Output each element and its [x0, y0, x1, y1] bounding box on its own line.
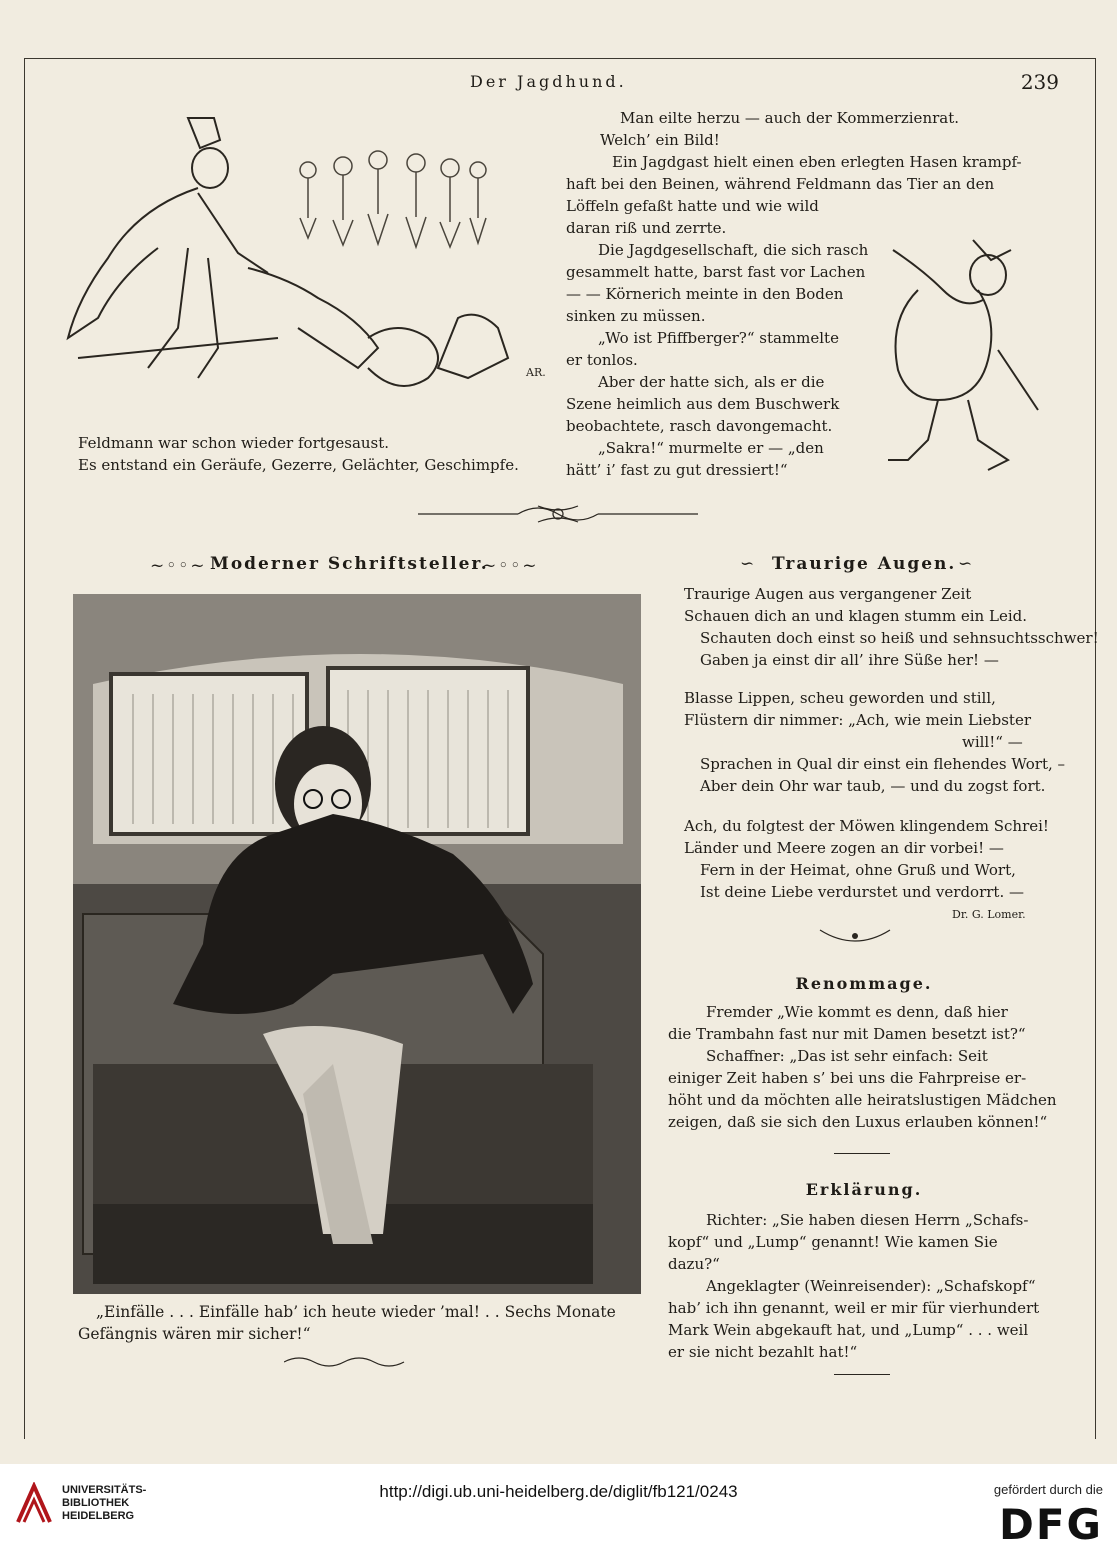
hunting-illustration: [38, 108, 568, 428]
running-title: Der Jagdhund.: [470, 72, 627, 91]
poem-ornament: [818, 924, 892, 948]
schriftsteller-heading: Moderner Schriftsteller.: [210, 554, 489, 574]
hunt-text-13: Aber der hatte sich, als er die: [598, 373, 825, 391]
section-rule-2: [834, 1374, 890, 1375]
poem-s3-l3: Fern in der Heimat, ohne Gruß und Wort,: [700, 861, 1016, 879]
hunt-text-11: „Wo ist Pfiffberger?“ stammelte: [598, 329, 839, 347]
renommage-l6: zeigen, daß sie sich den Luxus erlauben können!“: [668, 1113, 1048, 1131]
poem-s1-l4: Gaben ja einst dir all’ ihre Süße her! —: [700, 651, 999, 669]
permalink-url[interactable]: http://digi.ub.uni-heidelberg.de/diglit/fb121/0243: [379, 1482, 738, 1501]
caption-ornament: [284, 1354, 414, 1370]
poem-s1-l1: Traurige Augen aus vergangener Zeit: [684, 585, 972, 603]
hunt-text-16: „Sakra!“ murmelte er — „den: [598, 439, 824, 457]
digital-library-footer: [0, 1464, 1117, 1552]
renommage-l2: die Trambahn fast nur mit Damen besetzt ist?“: [668, 1025, 1026, 1043]
dfg-logo: DFG: [998, 1500, 1103, 1549]
hunt-text-12: er tonlos.: [566, 351, 638, 369]
hunt-text-17: hätt’ i’ fast zu gut dressiert!“: [566, 461, 788, 479]
poem-s2-l2: Flüstern dir nimmer: „Ach, wie mein Liebster: [684, 711, 1031, 729]
hunt-text-1: Man eilte herzu — auch der Kommerzienrat.: [620, 109, 960, 127]
hunter-illustration: [878, 230, 1048, 480]
erklaerung-l1: Richter: „Sie haben diesen Herrn „Schafs-: [706, 1211, 1029, 1229]
erklaerung-l6: Mark Wein abgekauft hat, und „Lump“ . . . weil: [668, 1321, 1029, 1339]
ornament-divider: [418, 500, 698, 528]
hunt-text-8: gesammelt hatte, barst fast vor Lachen: [566, 263, 866, 281]
library-line-2: BIBLIOTHEK: [62, 1497, 130, 1509]
hunt-text-15: beobachtete, rasch davongemacht.: [566, 417, 833, 435]
poem-s2-l1: Blasse Lippen, scheu geworden und still,: [684, 689, 996, 707]
erklaerung-l7: er sie nicht bezahlt hat!“: [668, 1343, 858, 1361]
poem-s3-l1: Ach, du folgtest der Möwen klingendem Schrei!: [684, 817, 1049, 835]
writer-illustration: [73, 594, 641, 1294]
poem-author: Dr. G. Lomer.: [952, 908, 1026, 921]
traurige-heading: Traurige Augen.: [772, 554, 957, 574]
renommage-heading: Renommage.: [795, 974, 933, 993]
erklaerung-l3: dazu?“: [668, 1255, 720, 1273]
ornament-left-icon: ~◦◦~: [150, 556, 207, 576]
poem-s2-l5: Aber dein Ohr war taub, — und du zogst fort.: [700, 777, 1046, 795]
section-rule-1: [834, 1153, 890, 1154]
hunt-caption-1: Feldmann war schon wieder fortgesaust.: [78, 434, 390, 452]
erklaerung-l2: kopf“ und „Lump“ genannt! Wie kamen Sie: [668, 1233, 998, 1251]
ornament-right-icon: ~◦◦~: [482, 556, 539, 576]
library-line-3: HEIDELBERG: [62, 1510, 135, 1522]
poem-s2-l3: will!“ —: [962, 733, 1023, 751]
sponsor-label: gefördert durch die: [993, 1482, 1103, 1497]
library-line-1: UNIVERSITÄTS-: [62, 1484, 147, 1496]
page-number: 239: [1020, 70, 1059, 94]
renommage-l5: höht und da möchten alle heiratslustigen Mädchen: [668, 1091, 1057, 1109]
poem-s1-l3: Schauten doch einst so heiß und sehnsuchtsschwer!: [700, 629, 1099, 647]
hunt-text-5: Löffeln gefaßt hatte und wie wild: [566, 197, 819, 215]
hunt-caption-2: Es entstand ein Geräufe, Gezerre, Gelächter, Geschimpfe.: [78, 456, 519, 474]
hunt-text-9: — — Körnerich meinte in den Boden: [566, 285, 844, 303]
hunt-text-7: Die Jagdgesellschaft, die sich rasch: [598, 241, 869, 259]
hunt-text-2: Welch’ ein Bild!: [600, 131, 720, 149]
erklaerung-heading: Erklärung.: [805, 1180, 923, 1199]
artist-signature: AR.: [526, 366, 546, 379]
poem-s3-l2: Länder und Meere zogen an dir vorbei! —: [684, 839, 1004, 857]
writer-caption-1: „Einfälle . . . Einfälle hab’ ich heute wieder ’mal! . . Sechs Monate: [96, 1303, 616, 1321]
poem-s3-l4: Ist deine Liebe verdurstet und verdorrt. —: [700, 883, 1024, 901]
renommage-l1: Fremder „Wie kommt es denn, daß hier: [706, 1003, 1008, 1021]
hunt-text-3: Ein Jagdgast hielt einen eben erlegten Hasen krampf-: [612, 153, 1022, 171]
poem-s1-l2: Schauen dich an und klagen stumm ein Leid.: [684, 607, 1027, 625]
hunt-text-4: haft bei den Beinen, während Feldmann das Tier an den: [566, 175, 995, 193]
erklaerung-l4: Angeklagter (Weinreisender): „Schafskopf“: [706, 1277, 1036, 1295]
hunt-text-10: sinken zu müssen.: [566, 307, 706, 325]
traurige-ornament-right-icon: ∽: [958, 554, 975, 574]
renommage-l3: Schaffner: „Das ist sehr einfach: Seit: [706, 1047, 988, 1065]
hunt-text-6: daran riß und zerrte.: [566, 219, 727, 237]
renommage-l4: einiger Zeit haben s’ bei uns die Fahrpreise er-: [668, 1069, 1027, 1087]
poem-s2-l4: Sprachen in Qual dir einst ein flehendes Wort, –: [700, 755, 1066, 773]
erklaerung-l5: hab’ ich ihn genannt, weil er mir für vierhundert: [668, 1299, 1040, 1317]
writer-caption-2: Gefängnis wären mir sicher!“: [78, 1325, 311, 1343]
hunt-text-14: Szene heimlich aus dem Buschwerk: [566, 395, 840, 413]
traurige-ornament-left-icon: ∽: [740, 554, 757, 574]
